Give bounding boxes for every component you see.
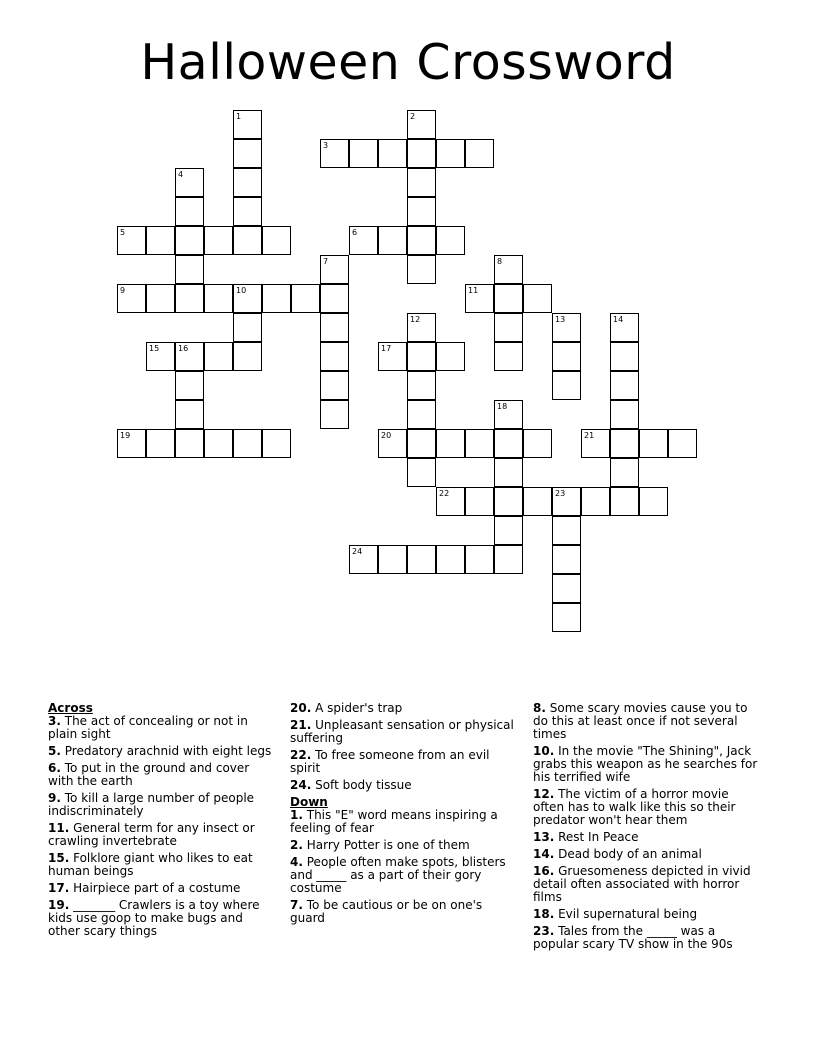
clue bbox=[48, 715, 276, 741]
grid-cell[interactable] bbox=[465, 284, 494, 313]
clue bbox=[533, 925, 761, 951]
grid-cell[interactable] bbox=[175, 284, 204, 313]
clue bbox=[290, 702, 518, 715]
clue-text: To put in the ground and cover with the earth bbox=[48, 761, 250, 788]
clue-text: Some scary movies cause you to do this at least once if not several times bbox=[533, 701, 748, 741]
clue-number: 10. bbox=[533, 744, 555, 758]
grid-cell[interactable] bbox=[204, 284, 233, 313]
clue-text: Folklore giant who likes to eat human beings bbox=[48, 851, 253, 878]
grid-cell[interactable] bbox=[117, 284, 146, 313]
grid-cell[interactable] bbox=[610, 429, 639, 458]
grid-cell[interactable] bbox=[639, 429, 668, 458]
grid-cell[interactable] bbox=[436, 139, 465, 168]
grid-cell[interactable] bbox=[610, 342, 639, 371]
clue bbox=[290, 839, 518, 852]
grid-cell[interactable] bbox=[552, 603, 581, 632]
grid-cell[interactable] bbox=[262, 429, 291, 458]
grid-cell[interactable] bbox=[378, 226, 407, 255]
clue-number: 21 bbox=[584, 431, 595, 440]
grid-cell[interactable] bbox=[436, 487, 465, 516]
grid-cell[interactable] bbox=[581, 429, 610, 458]
grid-cell[interactable] bbox=[407, 545, 436, 574]
clue-text: The victim of a horror movie often has to walk like this so their predator won't hear them bbox=[533, 787, 736, 827]
clue-number: 20. bbox=[290, 701, 312, 715]
clue-number: 22. bbox=[290, 748, 312, 762]
clue-number: 7 bbox=[323, 257, 329, 266]
grid-cell[interactable] bbox=[407, 313, 436, 342]
grid-cell[interactable] bbox=[407, 429, 436, 458]
grid-cell[interactable] bbox=[465, 429, 494, 458]
grid-cell[interactable] bbox=[407, 255, 436, 284]
grid-cell[interactable] bbox=[407, 197, 436, 226]
grid-cell[interactable] bbox=[436, 342, 465, 371]
clue-number: 16. bbox=[533, 864, 555, 878]
grid-cell[interactable] bbox=[233, 226, 262, 255]
grid-cell[interactable] bbox=[233, 110, 262, 139]
grid-cell[interactable] bbox=[639, 487, 668, 516]
grid-cell[interactable] bbox=[523, 487, 552, 516]
clue bbox=[48, 745, 276, 758]
grid-cell[interactable] bbox=[117, 429, 146, 458]
grid-cell[interactable] bbox=[233, 139, 262, 168]
clue-number: 22 bbox=[439, 489, 450, 498]
clue bbox=[290, 779, 518, 792]
clue-heading: Down bbox=[290, 795, 328, 809]
clue-number: 5. bbox=[48, 744, 61, 758]
grid-cell[interactable] bbox=[523, 429, 552, 458]
clue-number: 9 bbox=[120, 286, 126, 295]
clue-text: Gruesomeness depicted in vivid detail often associated with horror films bbox=[533, 864, 751, 904]
clue-number: 24. bbox=[290, 778, 312, 792]
grid-cell[interactable] bbox=[349, 226, 378, 255]
grid-cell[interactable] bbox=[146, 429, 175, 458]
clue-number: 24 bbox=[352, 547, 363, 556]
clue bbox=[290, 856, 518, 895]
clue-heading: Across bbox=[48, 701, 93, 715]
grid-cell[interactable] bbox=[233, 342, 262, 371]
grid-cell[interactable] bbox=[320, 371, 349, 400]
clue-number: 10 bbox=[236, 286, 247, 295]
grid-cell[interactable] bbox=[320, 400, 349, 429]
grid-cell[interactable] bbox=[552, 545, 581, 574]
clue-text: Harry Potter is one of them bbox=[306, 838, 470, 852]
clue-text: To be cautious or be on one's guard bbox=[290, 898, 483, 925]
grid-cell[interactable] bbox=[465, 139, 494, 168]
clue-text: To kill a large number of people indiscriminately bbox=[48, 791, 255, 818]
clue-number: 18. bbox=[533, 907, 555, 921]
clue-number: 12. bbox=[533, 787, 555, 801]
grid-cell[interactable] bbox=[494, 342, 523, 371]
grid-cell[interactable] bbox=[175, 371, 204, 400]
grid-cell[interactable] bbox=[436, 545, 465, 574]
clue bbox=[533, 745, 761, 784]
clue-text: The act of concealing or not in plain sight bbox=[48, 714, 248, 741]
clue-text: A spider's trap bbox=[315, 701, 403, 715]
clue-text: People often make spots, blisters and _____ as a part of their gory costume bbox=[290, 855, 506, 895]
grid-cell[interactable] bbox=[610, 400, 639, 429]
grid-cell[interactable] bbox=[407, 168, 436, 197]
clues-column-1 bbox=[48, 702, 276, 942]
grid-cell[interactable] bbox=[494, 429, 523, 458]
clue-number: 12 bbox=[410, 315, 421, 324]
grid-cell[interactable] bbox=[175, 255, 204, 284]
grid-cell[interactable] bbox=[407, 139, 436, 168]
grid-cell[interactable] bbox=[233, 284, 262, 313]
clue-text: In the movie "The Shining", Jack grabs this weapon as he searches for his terrified wife bbox=[533, 744, 758, 784]
grid-cell[interactable] bbox=[175, 197, 204, 226]
clue-number: 20 bbox=[381, 431, 392, 440]
grid-cell[interactable] bbox=[494, 400, 523, 429]
grid-cell[interactable] bbox=[204, 429, 233, 458]
grid-cell[interactable] bbox=[291, 284, 320, 313]
grid-cell[interactable] bbox=[233, 197, 262, 226]
clue-text: Soft body tissue bbox=[315, 778, 412, 792]
grid-cell[interactable] bbox=[407, 226, 436, 255]
grid-cell[interactable] bbox=[320, 139, 349, 168]
grid-cell[interactable] bbox=[175, 168, 204, 197]
grid-cell[interactable] bbox=[262, 284, 291, 313]
clue-number: 4. bbox=[290, 855, 303, 869]
grid-cell[interactable] bbox=[494, 458, 523, 487]
grid-cell[interactable] bbox=[320, 313, 349, 342]
clue-text: This "E" word means inspiring a feeling of fear bbox=[290, 808, 498, 835]
grid-cell[interactable] bbox=[117, 226, 146, 255]
grid-cell[interactable] bbox=[610, 458, 639, 487]
clue-number: 2 bbox=[410, 112, 416, 121]
clue-number: 21. bbox=[290, 718, 312, 732]
grid-cell[interactable] bbox=[320, 255, 349, 284]
grid-cell[interactable] bbox=[320, 284, 349, 313]
clue bbox=[533, 788, 761, 827]
clue-number: 17 bbox=[381, 344, 392, 353]
clue-number: 13 bbox=[555, 315, 566, 324]
grid-cell[interactable] bbox=[494, 487, 523, 516]
grid-cell[interactable] bbox=[494, 313, 523, 342]
grid-cell[interactable] bbox=[552, 487, 581, 516]
clue-number: 3 bbox=[323, 141, 329, 150]
grid-cell[interactable] bbox=[610, 371, 639, 400]
grid-cell[interactable] bbox=[436, 226, 465, 255]
grid-cell[interactable] bbox=[233, 313, 262, 342]
grid-cell[interactable] bbox=[233, 429, 262, 458]
grid-cell[interactable] bbox=[233, 168, 262, 197]
clue bbox=[48, 792, 276, 818]
grid-cell[interactable] bbox=[407, 342, 436, 371]
clue-number: 9. bbox=[48, 791, 61, 805]
clue-number: 5 bbox=[120, 228, 126, 237]
clue-text: Rest In Peace bbox=[558, 830, 639, 844]
clue-number: 15 bbox=[149, 344, 160, 353]
clue-text: Predatory arachnid with eight legs bbox=[64, 744, 272, 758]
clue-text: Unpleasant sensation or physical suffering bbox=[290, 718, 514, 745]
grid-cell[interactable] bbox=[407, 110, 436, 139]
clue-text: General term for any insect or crawling invertebrate bbox=[48, 821, 255, 848]
clue-number: 19. bbox=[48, 898, 70, 912]
page-title: Halloween Crossword bbox=[140, 34, 676, 91]
clue bbox=[48, 882, 276, 895]
grid-cell[interactable] bbox=[349, 545, 378, 574]
grid-cell[interactable] bbox=[552, 516, 581, 545]
grid-cell[interactable] bbox=[668, 429, 697, 458]
clue bbox=[48, 822, 276, 848]
grid-cell[interactable] bbox=[465, 487, 494, 516]
clue bbox=[48, 762, 276, 788]
clue-text: Tales from the _____ was a popular scary TV show in the 90s bbox=[533, 924, 733, 951]
grid-cell[interactable] bbox=[146, 226, 175, 255]
grid-cell[interactable] bbox=[494, 545, 523, 574]
clue bbox=[48, 852, 276, 878]
clue bbox=[533, 702, 761, 741]
clue-number: 14. bbox=[533, 847, 555, 861]
grid-cell[interactable] bbox=[610, 487, 639, 516]
clue bbox=[48, 899, 276, 938]
grid-cell[interactable] bbox=[407, 371, 436, 400]
grid-cell[interactable] bbox=[552, 574, 581, 603]
clue-number: 11. bbox=[48, 821, 70, 835]
clue-number: 3. bbox=[48, 714, 61, 728]
grid-cell[interactable] bbox=[175, 400, 204, 429]
clues-column-3 bbox=[533, 702, 761, 955]
grid-cell[interactable] bbox=[465, 545, 494, 574]
grid-cell[interactable] bbox=[407, 400, 436, 429]
clue-number: 23. bbox=[533, 924, 555, 938]
grid-cell[interactable] bbox=[262, 226, 291, 255]
clue bbox=[533, 908, 761, 921]
grid-cell[interactable] bbox=[146, 284, 175, 313]
grid-cell[interactable] bbox=[320, 342, 349, 371]
clue bbox=[533, 865, 761, 904]
grid-cell[interactable] bbox=[494, 516, 523, 545]
grid-cell[interactable] bbox=[349, 139, 378, 168]
clue-number: 17. bbox=[48, 881, 70, 895]
clue-number: 23 bbox=[555, 489, 566, 498]
clue-number: 8. bbox=[533, 701, 546, 715]
grid-cell[interactable] bbox=[204, 342, 233, 371]
clue-number: 15. bbox=[48, 851, 70, 865]
grid-cell[interactable] bbox=[175, 429, 204, 458]
clue bbox=[290, 809, 518, 835]
grid-cell[interactable] bbox=[552, 342, 581, 371]
clue-number: 13. bbox=[533, 830, 555, 844]
grid-cell[interactable] bbox=[581, 487, 610, 516]
grid-cell[interactable] bbox=[552, 371, 581, 400]
clue bbox=[533, 848, 761, 861]
grid-cell[interactable] bbox=[175, 342, 204, 371]
clue-number: 1 bbox=[236, 112, 242, 121]
grid-cell[interactable] bbox=[146, 342, 175, 371]
clue-text: Dead body of an animal bbox=[558, 847, 702, 861]
grid-cell[interactable] bbox=[494, 284, 523, 313]
grid-cell[interactable] bbox=[378, 342, 407, 371]
clue-number: 2. bbox=[290, 838, 303, 852]
clues-column-2 bbox=[290, 702, 518, 929]
grid-cell[interactable] bbox=[378, 545, 407, 574]
clue bbox=[533, 831, 761, 844]
clue-text: To free someone from an evil spirit bbox=[290, 748, 490, 775]
grid-cell[interactable] bbox=[378, 429, 407, 458]
grid-cell[interactable] bbox=[523, 284, 552, 313]
clue-number: 6 bbox=[352, 228, 358, 237]
clue-number: 4 bbox=[178, 170, 184, 179]
clue-number: 18 bbox=[497, 402, 508, 411]
clue-number: 7. bbox=[290, 898, 303, 912]
grid-cell[interactable] bbox=[407, 458, 436, 487]
grid-cell[interactable] bbox=[204, 226, 233, 255]
clue-number: 19 bbox=[120, 431, 131, 440]
clue-number: 6. bbox=[48, 761, 61, 775]
clue bbox=[290, 899, 518, 925]
clue-number: 8 bbox=[497, 257, 503, 266]
grid-cell[interactable] bbox=[175, 226, 204, 255]
clue bbox=[290, 719, 518, 745]
clue-text: _______ Crawlers is a toy where kids use goop to make bugs and other scary things bbox=[48, 898, 260, 938]
clue-text: Hairpiece part of a costume bbox=[73, 881, 241, 895]
clue bbox=[290, 749, 518, 775]
clue-number: 14 bbox=[613, 315, 624, 324]
grid-cell[interactable] bbox=[378, 139, 407, 168]
clue-number: 16 bbox=[178, 344, 189, 353]
grid-cell[interactable] bbox=[552, 313, 581, 342]
grid-cell[interactable] bbox=[494, 255, 523, 284]
grid-cell[interactable] bbox=[610, 313, 639, 342]
grid-cell[interactable] bbox=[436, 429, 465, 458]
clue-number: 11 bbox=[468, 286, 479, 295]
clue-number: 1. bbox=[290, 808, 303, 822]
clue-text: Evil supernatural being bbox=[558, 907, 698, 921]
